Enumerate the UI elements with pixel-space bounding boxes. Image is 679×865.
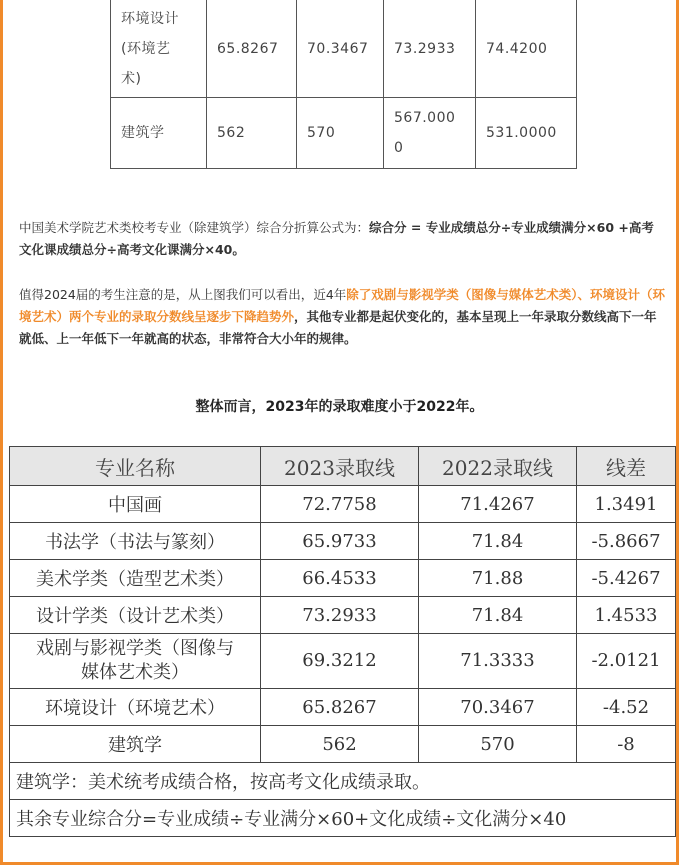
score-diff-cell: -5.4267 — [577, 560, 676, 597]
architecture-note: 建筑学：美术统考成绩合格，按高考文化成绩录取。 — [10, 763, 676, 800]
score-cell: 570 — [297, 98, 384, 169]
formula-paragraph — [19, 217, 666, 261]
score-2022-cell: 70.3467 — [419, 689, 577, 726]
summary-heading: 整体而言，2023年的录取难度小于2022年。 — [195, 399, 484, 415]
column-header-2022: 2022录取线 — [419, 447, 577, 486]
score-2023-cell: 73.2933 — [261, 597, 419, 634]
table-row — [10, 726, 676, 763]
score-2022-cell: 71.4267 — [419, 486, 577, 523]
column-header-2023: 2023录取线 — [261, 447, 419, 486]
major-name-cell: 美术学类（造型艺术类） — [10, 560, 261, 597]
table-row — [10, 689, 676, 726]
score-diff-cell: -2.0121 — [577, 634, 676, 689]
table-row — [10, 560, 676, 597]
score-diff-cell: 1.3491 — [577, 486, 676, 523]
score-comparison-table — [9, 446, 676, 837]
score-2023-cell: 65.8267 — [261, 689, 419, 726]
score-cell: 70.3467 — [297, 0, 384, 98]
score-2022-cell: 71.88 — [419, 560, 577, 597]
formula-intro-text: 中国美术学院艺术类校考专业（除建筑学）综合分折算公式为： — [19, 220, 370, 235]
major-name-cell: 戏剧与影视学类（图像与 媒体艺术类） — [10, 634, 261, 689]
score-2023-cell: 66.4533 — [261, 560, 419, 597]
score-table-top — [110, 0, 577, 169]
column-header-major: 专业名称 — [10, 447, 261, 486]
score-cell: 73.2933 — [384, 0, 476, 98]
trend-conclusion-text: ，其他专业都是起伏变化的，基本呈现上一年录取分数线高下一年就低、上一年低下一年就高的状态，非常符合大小年的规律。 — [19, 309, 657, 346]
major-name-cell: 环境设计 (环境艺 术) — [111, 0, 207, 98]
table-row — [10, 486, 676, 523]
score-diff-cell: 1.4533 — [577, 597, 676, 634]
score-diff-cell: -5.8667 — [577, 523, 676, 560]
score-cell: 65.8267 — [207, 0, 297, 98]
trend-highlight-text: 除了戏剧与影视学类（图像与媒体艺术类）、环境设计（环境艺术）两个专业的录取分数线呈逐步下降趋势外 — [19, 287, 666, 324]
major-name-cell: 中国画 — [10, 486, 261, 523]
score-2023-cell: 65.9733 — [261, 523, 419, 560]
table-note-row — [10, 800, 676, 837]
score-cell: 567.000 0 — [384, 98, 476, 169]
formula-text: 综合分 = 专业成绩总分÷专业成绩满分×60 +高考文化课成绩总分÷高考文化课满分×40。 — [19, 220, 654, 257]
score-2022-cell: 71.84 — [419, 597, 577, 634]
table-header-row — [10, 447, 676, 486]
score-2023-cell: 69.3212 — [261, 634, 419, 689]
major-name-cell: 书法学（书法与篆刻） — [10, 523, 261, 560]
major-name-cell: 环境设计（环境艺术） — [10, 689, 261, 726]
score-cell: 531.0000 — [476, 98, 577, 169]
table-row — [10, 634, 676, 689]
score-2022-cell: 71.3333 — [419, 634, 577, 689]
score-2023-cell: 562 — [261, 726, 419, 763]
major-name-cell: 建筑学 — [10, 726, 261, 763]
table-row — [10, 523, 676, 560]
major-name-cell: 设计学类（设计艺术类） — [10, 597, 261, 634]
table-row — [111, 0, 577, 98]
score-2023-cell: 72.7758 — [261, 486, 419, 523]
score-diff-cell: -8 — [577, 726, 676, 763]
score-cell: 74.4200 — [476, 0, 577, 98]
table-row — [10, 597, 676, 634]
column-header-diff: 线差 — [577, 447, 676, 486]
score-diff-cell: -4.52 — [577, 689, 676, 726]
formula-note: 其余专业综合分=专业成绩÷专业满分×60+文化成绩÷文化满分×40 — [10, 800, 676, 837]
score-cell: 562 — [207, 98, 297, 169]
score-2022-cell: 71.84 — [419, 523, 577, 560]
score-2022-cell: 570 — [419, 726, 577, 763]
trend-paragraph — [19, 284, 666, 350]
major-name-cell: 建筑学 — [111, 98, 207, 169]
table-row — [111, 98, 577, 169]
table-note-row — [10, 763, 676, 800]
trend-intro-text: 值得2024届的考生注意的是，从上图我们可以看出，近4年 — [19, 287, 347, 302]
